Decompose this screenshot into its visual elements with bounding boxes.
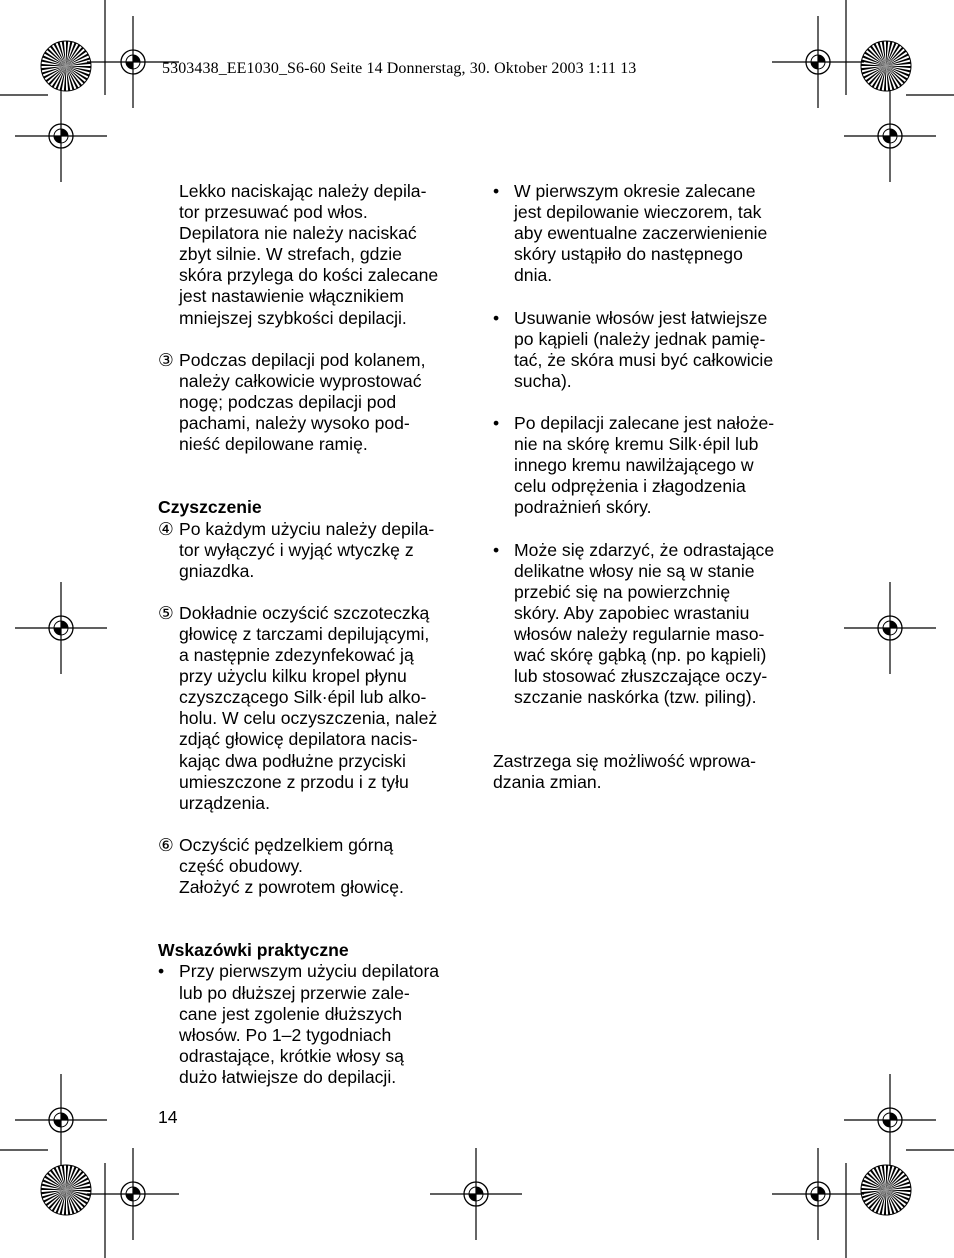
star-target-mark [41, 1165, 91, 1215]
text-line: urządzenia. [179, 792, 270, 813]
text-line: kając dwa podłużne przyciski [179, 750, 406, 771]
text-line: Może się zdarzyć, że odrastające [514, 539, 775, 560]
text-line: aby ewentualne zaczerwienienie [514, 223, 768, 244]
text-line: Dokładnie oczyścić szczoteczką [179, 602, 430, 623]
text-line: Po każdym użyciu należy depila- [179, 518, 435, 539]
text-line: włosów należy regularnie maso- [514, 623, 765, 644]
text-line: nie na skórę kremu Silk·épil lub [514, 434, 759, 455]
text-line: włosów. Po 1–2 tygodniach [179, 1024, 392, 1045]
text-line: głowicę z tarczami depilującymi, [179, 623, 430, 644]
text-line: dnia. [514, 265, 553, 286]
text-line: skóry. Aby zapobiec wrastaniu [514, 602, 750, 623]
print-header: 5303438_EE1030_S6-60 Seite 14 Donnerstag, 30. Oktober 2003 1:11 13 [162, 60, 637, 77]
text-line: skóra przylega do kości zalecane [179, 265, 439, 286]
text-line: tor wyłączyć i wyjąć wtyczkę z [179, 539, 414, 560]
text-line: podrażnień skóry. [514, 497, 652, 518]
text-line: lub stosować złuszczające oczy- [514, 666, 768, 687]
right-column [493, 181, 803, 793]
text-line: zdjąć głowicę depilatora nacis- [179, 729, 418, 750]
text-line: sucha). [514, 370, 572, 391]
text-line: wać skórę gąbką (np. po kąpieli) [514, 645, 767, 666]
registration-mark [87, 1148, 179, 1240]
text-line: cane jest zgolenie dłuższych [179, 1003, 402, 1024]
tip-4 [493, 413, 803, 518]
text-line: szczanie naskórka (tzw. piling). [514, 687, 757, 708]
step-number-5: ⑤ [158, 602, 174, 623]
step-4 [158, 519, 468, 582]
text-line: Podczas depilacji pod kolanem, [179, 349, 426, 370]
bullet: • [158, 961, 165, 982]
text-line: innego kremu nawilżającego w [514, 455, 754, 476]
change-notice [493, 751, 803, 793]
text-line: dużo łatwiejsze do depilacji. [179, 1066, 397, 1087]
tip-1 [158, 961, 468, 1088]
tip-5 [493, 540, 803, 709]
cleaning-heading: Czyszczenie [158, 497, 262, 518]
registration-mark [772, 1148, 864, 1240]
text-line: skóry ustąpiło do następnego [514, 244, 743, 265]
step-5 [158, 603, 468, 814]
page-number: 14 [158, 1107, 178, 1127]
text-line: Założyć z powrotem głowicę. [179, 877, 404, 898]
bullet: • [493, 539, 500, 560]
star-target-mark [861, 1165, 911, 1215]
text-line: po kąpieli (należy jednak pamię- [514, 328, 766, 349]
step-number-6: ⑥ [158, 834, 174, 855]
registration-mark [772, 16, 864, 108]
text-line: gniazdka. [179, 560, 255, 581]
text-line: Depilatora nie należy naciskać [179, 223, 417, 244]
text-line: tor przesuwać pod włos. [179, 202, 368, 223]
text-line: a następnie zdezynfekować ją [179, 645, 414, 666]
registration-mark [15, 1074, 107, 1166]
text-line: część obudowy. [179, 856, 303, 876]
text-line: mniejszej szybkości depilacji. [179, 307, 407, 328]
bullet: • [493, 413, 500, 434]
text-line: jest depilowanie wieczorem, tak [514, 202, 762, 223]
intro-paragraph [158, 181, 468, 329]
text-line: czyszczącego Silk·épil lub alko- [179, 687, 427, 708]
text-line: nieść depilowane ramię. [179, 434, 368, 455]
text-line: Oczyścić pędzelkiem górną [179, 834, 394, 855]
tip-3 [493, 308, 803, 392]
registration-mark [430, 1148, 522, 1240]
tips-heading: Wskazówki praktyczne [158, 940, 349, 961]
star-target-mark [861, 41, 911, 91]
text-line: Usuwanie włosów jest łatwiejsze [514, 307, 768, 328]
step-6 [158, 835, 468, 898]
text-line: zbyt silnie. W strefach, gdzie [179, 244, 402, 265]
text-line: Zastrzega się możliwość wprowa- [493, 750, 757, 771]
registration-mark [15, 582, 107, 674]
bullet: • [493, 181, 500, 201]
text-line: tać, że skóra musi być całkowicie [514, 349, 774, 370]
left-column [158, 181, 468, 1088]
text-line: lub po dłuższej przerwie zale- [179, 982, 410, 1003]
star-target-mark [41, 41, 91, 91]
registration-mark [844, 582, 936, 674]
text-line: W pierwszym okresie zalecane [514, 181, 756, 201]
text-line: Po depilacji zalecane jest nałoże- [514, 413, 775, 434]
text-line: delikatne włosy nie są w stanie [514, 560, 755, 581]
registration-mark [844, 90, 936, 182]
step-number-4: ④ [158, 518, 174, 539]
tip-2 [493, 181, 803, 286]
text-line: Przy pierwszym użyciu depilatora [179, 961, 440, 982]
text-line: nogę; podczas depilacji pod [179, 391, 397, 412]
registration-mark [15, 90, 107, 182]
text-line: pachami, należy wysoko pod- [179, 413, 410, 434]
bullet: • [493, 307, 500, 328]
text-line: należy całkowicie wyprostować [179, 370, 422, 391]
step-3 [158, 350, 468, 455]
text-line: odrastające, krótkie włosy są [179, 1045, 404, 1066]
text-line: umieszczone z przodu i z tyłu [179, 771, 409, 792]
text-line: jest nastawienie włącznikiem [179, 286, 404, 307]
text-line: przy użyclu kilku kropel płynu [179, 666, 407, 687]
text-line: holu. W celu oczyszczenia, należ [179, 708, 438, 729]
registration-mark [844, 1074, 936, 1166]
text-line: przebić się na powierzchnię [514, 581, 731, 602]
text-line: dzania zmian. [493, 771, 602, 792]
text-line: celu odprężenia i złagodzenia [514, 476, 746, 497]
text-line: Lekko naciskając należy depila- [179, 181, 427, 201]
step-number-3: ③ [158, 349, 174, 370]
